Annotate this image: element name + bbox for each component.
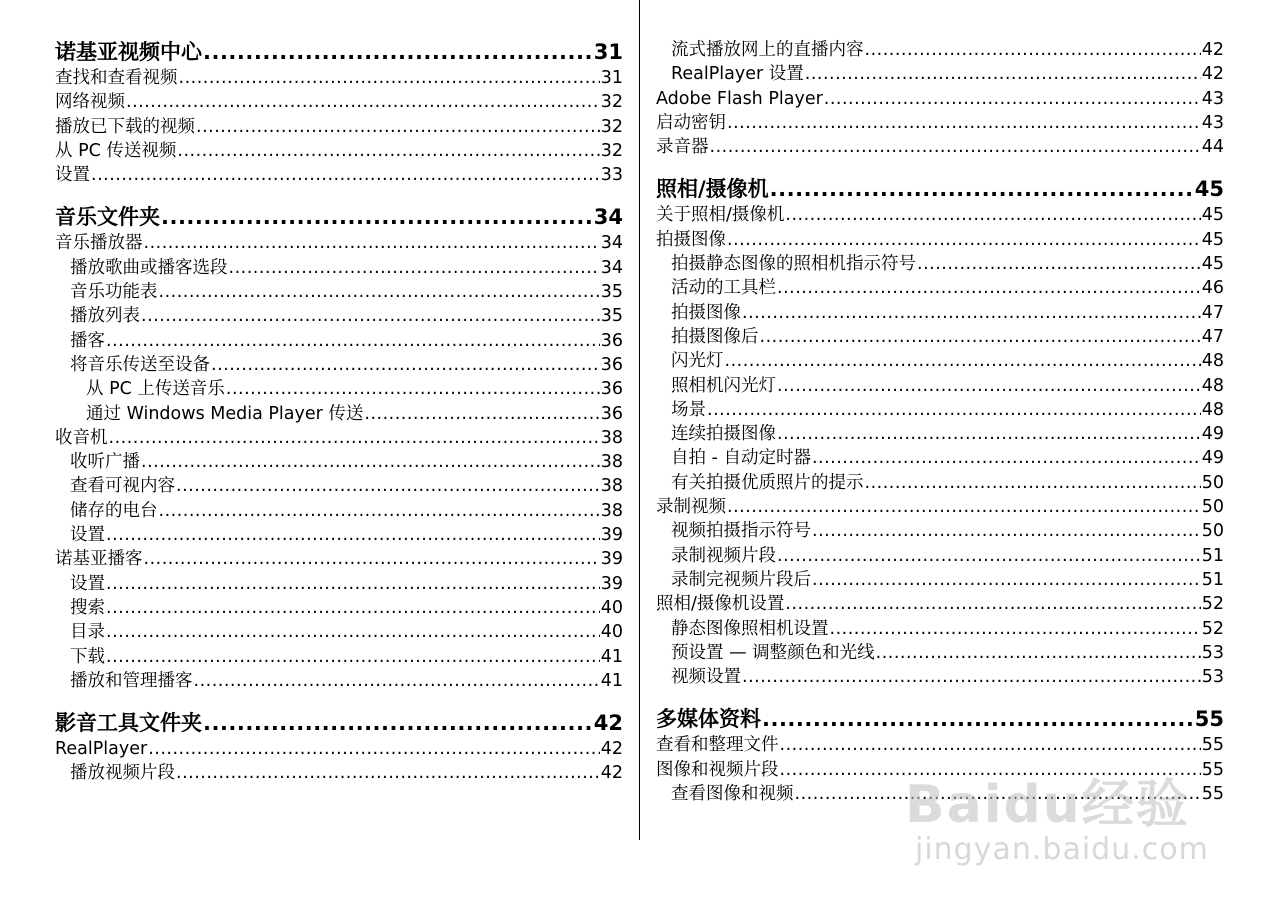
toc-entry[interactable] (55, 377, 623, 401)
toc-page-number: 38 (600, 476, 623, 497)
toc-entry-title: 活动的工具栏 (671, 278, 776, 299)
dot-leader (203, 38, 593, 66)
toc-entry[interactable] (656, 203, 1224, 227)
dot-leader (141, 450, 600, 474)
toc-entry[interactable] (55, 499, 623, 523)
toc-page-number: 55 (1194, 707, 1224, 732)
toc-section-heading[interactable] (55, 38, 623, 66)
dot-leader (176, 474, 600, 498)
toc-entry[interactable] (55, 669, 623, 693)
toc-entry-title: RealPlayer 设置 (671, 64, 804, 85)
toc-entry-title: 连续拍摄图像 (671, 424, 776, 445)
toc-entry[interactable] (656, 111, 1224, 135)
toc-page-number: 51 (1201, 569, 1224, 590)
toc-entry[interactable] (656, 228, 1224, 252)
toc-entry[interactable] (55, 353, 623, 377)
toc-entry[interactable] (55, 304, 623, 328)
toc-entry[interactable] (656, 471, 1224, 495)
dot-leader (194, 669, 600, 693)
toc-page-number: 31 (593, 40, 623, 64)
toc-entry-title: 照相/摄像机设置 (656, 594, 785, 615)
dot-leader (196, 115, 600, 139)
toc-column-right (656, 38, 1224, 806)
dot-leader (777, 276, 1201, 300)
column-divider (639, 0, 640, 840)
toc-page-number: 39 (600, 549, 623, 570)
toc-entry[interactable] (55, 139, 623, 163)
toc-page-number: 42 (600, 763, 623, 784)
toc-page-number: 34 (600, 257, 623, 278)
dot-leader (795, 782, 1201, 806)
dot-leader (812, 568, 1201, 592)
toc-entry[interactable] (656, 733, 1224, 757)
toc-page-number: 49 (1201, 424, 1224, 445)
dot-leader (742, 301, 1201, 325)
toc-entry-title: 拍摄图像 (656, 229, 726, 250)
toc-page-number: 45 (1201, 205, 1224, 226)
dot-leader (707, 398, 1201, 422)
toc-entry-title: 查找和查看视频 (55, 68, 178, 88)
toc-entry-title: 音乐文件夹 (55, 205, 160, 230)
toc-page-number: 43 (1201, 112, 1224, 133)
dot-leader (109, 426, 600, 450)
toc-entry[interactable] (656, 374, 1224, 398)
toc-entry[interactable] (656, 782, 1224, 806)
toc-entry-title: 查看图像和视频 (671, 784, 794, 805)
toc-entry-title: 静态图像照相机设置 (671, 618, 829, 639)
toc-entry[interactable] (55, 645, 623, 669)
toc-page-number: 42 (600, 739, 623, 760)
toc-entry[interactable] (656, 349, 1224, 373)
toc-entry[interactable] (656, 446, 1224, 470)
dot-leader (805, 62, 1201, 86)
toc-section-heading[interactable] (55, 709, 623, 737)
dot-leader (742, 665, 1201, 689)
toc-entry[interactable] (656, 617, 1224, 641)
toc-entry-title: 从 PC 传送视频 (55, 140, 177, 161)
toc-page-number: 32 (600, 116, 623, 137)
dot-leader (106, 645, 600, 669)
toc-entry[interactable] (55, 426, 623, 450)
toc-page-number: 39 (600, 573, 623, 594)
toc-page-number: 48 (1201, 399, 1224, 420)
toc-entry[interactable] (55, 572, 623, 596)
dot-leader (106, 572, 600, 596)
toc-section-heading[interactable] (656, 175, 1224, 203)
dot-leader (917, 252, 1201, 276)
dot-leader (148, 737, 600, 761)
dot-leader (727, 495, 1201, 519)
toc-entry-title: 自拍 - 自动定时器 (671, 448, 811, 469)
toc-entry[interactable] (55, 90, 623, 114)
toc-page-number: 49 (1201, 448, 1224, 469)
toc-entry-title: 收音机 (55, 427, 108, 448)
watermark-brand: Baidu经验 (905, 775, 1190, 835)
toc-entry-title: 闪光灯 (671, 351, 724, 372)
toc-entry-title: 播放已下载的视频 (55, 116, 195, 137)
dot-leader (179, 66, 600, 90)
toc-entry-title: 设置 (70, 525, 105, 546)
toc-page-number: 36 (600, 330, 623, 351)
toc-entry-title: 照相/摄像机 (656, 177, 769, 202)
toc-entry-title: 收听广播 (70, 452, 140, 473)
toc-page-number: 55 (1201, 759, 1224, 780)
dot-leader (106, 620, 600, 644)
toc-entry[interactable] (55, 329, 623, 353)
watermark-url: jingyan.baidu.com (915, 832, 1209, 867)
toc-entry-title: 预设置 — 调整颜色和光线 (671, 642, 875, 663)
toc-entry[interactable] (55, 66, 623, 90)
dot-leader (229, 256, 600, 280)
toc-entry[interactable] (55, 547, 623, 571)
dot-leader (770, 175, 1194, 203)
toc-page-number: 53 (1201, 667, 1224, 688)
toc-entry-title: Adobe Flash Player (656, 88, 823, 109)
dot-leader (785, 592, 1200, 616)
toc-page-number: 45 (1201, 229, 1224, 250)
toc-entry[interactable] (656, 325, 1224, 349)
dot-leader (727, 111, 1201, 135)
toc-entry-title: 录制视频片段 (671, 545, 776, 566)
dot-leader (226, 377, 600, 401)
dot-leader (211, 353, 600, 377)
dot-leader (876, 641, 1201, 665)
toc-page-number: 35 (600, 306, 623, 327)
toc-page-number: 32 (600, 140, 623, 161)
toc-entry-title: 视频设置 (671, 667, 741, 688)
toc-page-number: 44 (1201, 137, 1224, 158)
dot-leader (159, 280, 600, 304)
toc-entry-title: 拍摄静态图像的照相机指示符号 (671, 254, 916, 275)
toc-entry[interactable] (55, 761, 623, 785)
toc-page-number: 42 (1201, 64, 1224, 85)
toc-page-number: 43 (1201, 88, 1224, 109)
toc-entry[interactable] (656, 758, 1224, 782)
toc-page-number: 38 (600, 427, 623, 448)
toc-entry-title: 录制完视频片段后 (671, 569, 811, 590)
toc-page-number: 41 (600, 646, 623, 667)
toc-entry-title: 音乐播放器 (55, 233, 143, 254)
dot-leader (159, 499, 600, 523)
toc-page-number: 35 (600, 282, 623, 303)
toc-entry[interactable] (55, 596, 623, 620)
toc-entry-title: 照相机闪光灯 (671, 375, 776, 396)
toc-entry-title: 查看和整理文件 (656, 735, 779, 756)
dot-leader (760, 325, 1201, 349)
toc-entry-title: 录制视频 (656, 497, 726, 518)
toc-page-number: 47 (1201, 326, 1224, 347)
toc-page-number: 34 (600, 233, 623, 254)
toc-entry[interactable] (656, 87, 1224, 111)
dot-leader (824, 87, 1201, 111)
toc-page-number: 48 (1201, 375, 1224, 396)
toc-entry[interactable] (656, 495, 1224, 519)
dot-leader (777, 544, 1201, 568)
toc-page-number: 55 (1201, 735, 1224, 756)
dot-leader (106, 596, 600, 620)
toc-page-number: 52 (1201, 594, 1224, 615)
toc-section-heading[interactable] (55, 203, 623, 231)
toc-entry-title: 诺基亚播客 (55, 549, 143, 570)
dot-leader (830, 617, 1201, 641)
toc-entry[interactable] (656, 62, 1224, 86)
toc-entry[interactable] (656, 276, 1224, 300)
toc-entry-title: 流式播放网上的直播内容 (671, 40, 864, 60)
toc-entry-title: 影音工具文件夹 (55, 711, 202, 736)
toc-entry[interactable] (55, 450, 623, 474)
toc-entry-title: 搜索 (70, 597, 105, 618)
toc-entry[interactable] (656, 301, 1224, 325)
toc-entry-title: 设置 (70, 573, 105, 594)
dot-leader (780, 733, 1201, 757)
toc-page-number: 46 (1201, 278, 1224, 299)
toc-page-number: 38 (600, 500, 623, 521)
toc-entry-title: 拍摄图像 (671, 302, 741, 323)
toc-entry[interactable] (55, 163, 623, 187)
dot-leader (106, 329, 600, 353)
toc-entry-title: 设置 (55, 165, 90, 186)
dot-leader (106, 523, 600, 547)
toc-entry-title: 播放列表 (70, 306, 140, 327)
toc-page-number: 40 (600, 622, 623, 643)
dot-leader (777, 374, 1201, 398)
toc-entry-title: 下载 (70, 646, 105, 667)
toc-page-number: 36 (600, 354, 623, 375)
dot-leader (141, 304, 600, 328)
toc-entry-title: 查看可视内容 (70, 476, 175, 497)
toc-entry-title: 录音器 (656, 137, 709, 158)
dot-leader (865, 38, 1201, 62)
toc-entry[interactable] (656, 544, 1224, 568)
toc-entry[interactable] (656, 398, 1224, 422)
toc-section-heading[interactable] (656, 705, 1224, 733)
toc-entry-title: 多媒体资料 (656, 707, 761, 732)
toc-entry-title: RealPlayer (55, 739, 148, 760)
dot-leader (144, 231, 600, 255)
toc-entry-title: 从 PC 上传送音乐 (86, 379, 225, 400)
toc-entry-title: 播客 (70, 330, 105, 351)
toc-entry[interactable] (55, 737, 623, 761)
toc-page-number: 42 (1201, 40, 1224, 60)
dot-leader (144, 547, 600, 571)
toc-entry-title: 目录 (70, 622, 105, 643)
toc-entry-title: 播放视频片段 (70, 763, 175, 784)
toc-entry[interactable] (656, 641, 1224, 665)
toc-entry-title: 播放歌曲或播客选段 (70, 257, 228, 278)
toc-page-number: 38 (600, 452, 623, 473)
dot-leader (865, 471, 1201, 495)
toc-page-number: 39 (600, 525, 623, 546)
toc-page-number: 48 (1201, 351, 1224, 372)
dot-leader (710, 135, 1201, 159)
dot-leader (126, 90, 600, 114)
toc-entry[interactable] (656, 592, 1224, 616)
toc-page-number: 45 (1194, 177, 1224, 202)
toc-page-number: 42 (593, 711, 623, 736)
toc-entry-title: 网络视频 (55, 92, 125, 113)
toc-entry[interactable] (656, 665, 1224, 689)
dot-leader (812, 446, 1201, 470)
toc-page-number: 50 (1201, 497, 1224, 518)
dot-leader (762, 705, 1194, 733)
toc-entry[interactable] (656, 252, 1224, 276)
toc-entry-title: 通过 Windows Media Player 传送 (86, 403, 364, 424)
toc-entry-title: 启动密钥 (656, 112, 726, 133)
toc-page-number: 55 (1201, 784, 1224, 805)
toc-page-number: 36 (600, 379, 623, 400)
toc-page-number: 45 (1201, 254, 1224, 275)
toc-column-left (55, 38, 623, 786)
dot-leader (161, 203, 593, 231)
toc-entry[interactable] (656, 38, 1224, 62)
toc-page-number: 41 (600, 670, 623, 691)
toc-entry[interactable] (656, 519, 1224, 543)
toc-page-number: 52 (1201, 618, 1224, 639)
dot-leader (364, 402, 599, 426)
toc-entry-title: 播放和管理播客 (70, 670, 193, 691)
dot-leader (785, 203, 1200, 227)
toc-entry-title: 视频拍摄指示符号 (671, 521, 811, 542)
toc-entry[interactable] (55, 620, 623, 644)
toc-page-number: 53 (1201, 642, 1224, 663)
toc-page-number: 50 (1201, 521, 1224, 542)
dot-leader (91, 163, 600, 187)
toc-entry[interactable] (55, 523, 623, 547)
toc-page-number: 50 (1201, 472, 1224, 493)
toc-page-number: 33 (600, 165, 623, 186)
toc-entry[interactable] (55, 115, 623, 139)
toc-entry[interactable] (656, 422, 1224, 446)
dot-leader (725, 349, 1201, 373)
toc-page-number: 51 (1201, 545, 1224, 566)
toc-entry[interactable] (656, 135, 1224, 159)
toc-entry-title: 拍摄图像后 (671, 326, 759, 347)
toc-entry[interactable] (55, 474, 623, 498)
dot-leader (777, 422, 1201, 446)
toc-page-number: 32 (600, 92, 623, 113)
dot-leader (780, 758, 1201, 782)
toc-page-number: 47 (1201, 302, 1224, 323)
toc-page-number: 40 (600, 597, 623, 618)
toc-entry-title: 将音乐传送至设备 (70, 354, 210, 375)
toc-entry-title: 图像和视频片段 (656, 759, 779, 780)
toc-page-number: 36 (600, 403, 623, 424)
dot-leader (177, 139, 599, 163)
dot-leader (176, 761, 600, 785)
toc-entry[interactable] (55, 256, 623, 280)
toc-page-number: 34 (593, 205, 623, 230)
toc-entry[interactable] (55, 280, 623, 304)
toc-entry[interactable] (55, 231, 623, 255)
toc-entry[interactable] (656, 568, 1224, 592)
toc-entry[interactable] (55, 402, 623, 426)
toc-page-number: 31 (600, 68, 623, 88)
dot-leader (727, 228, 1201, 252)
toc-entry-title: 场景 (671, 399, 706, 420)
dot-leader (203, 709, 593, 737)
toc-entry-title: 储存的电台 (70, 500, 158, 521)
toc-entry-title: 音乐功能表 (70, 282, 158, 303)
toc-entry-title: 关于照相/摄像机 (656, 205, 785, 226)
toc-entry-title: 有关拍摄优质照片的提示 (671, 472, 864, 493)
toc-entry-title: 诺基亚视频中心 (55, 40, 202, 64)
dot-leader (812, 519, 1201, 543)
